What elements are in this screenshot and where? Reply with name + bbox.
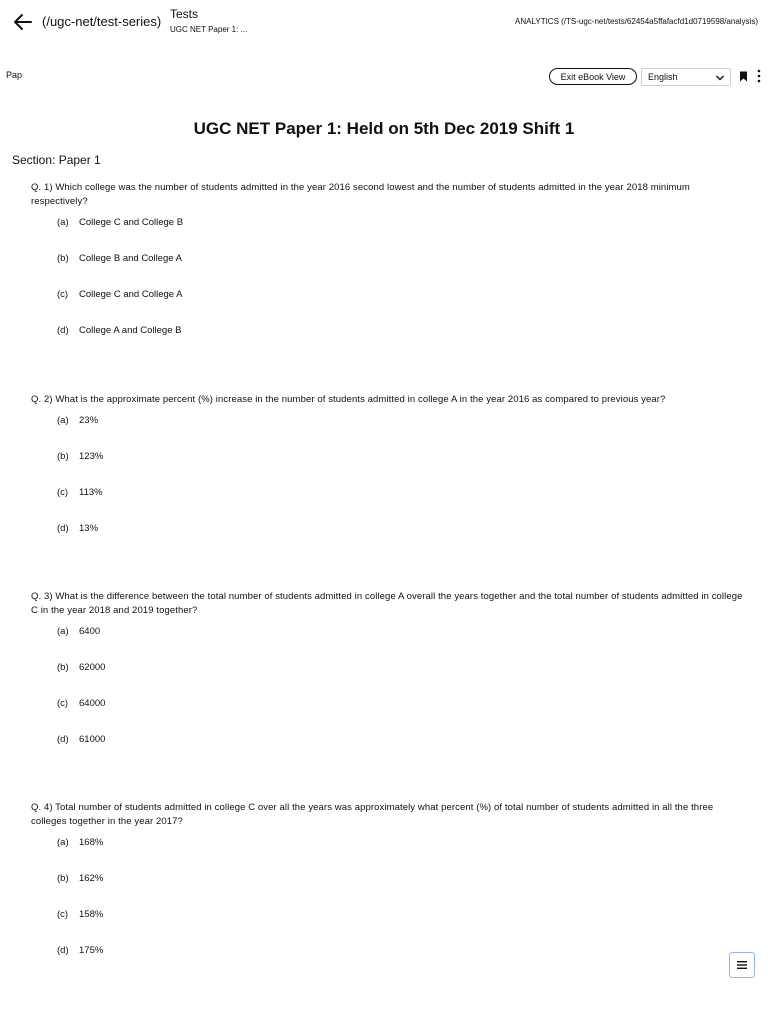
options-list xyxy=(57,415,746,559)
option-a[interactable] xyxy=(57,837,746,873)
option-letter: (b) xyxy=(57,662,69,673)
option-b[interactable] xyxy=(57,873,746,909)
option-letter: (d) xyxy=(57,734,69,745)
option-text: 62000 xyxy=(79,662,106,673)
option-b[interactable] xyxy=(57,451,746,487)
option-letter: (d) xyxy=(57,325,69,336)
question-text: Q. 4) Total number of students admitted in college C over all the years was approximately what percent (%) of total number of students admitted in all the three colleges together in the year 2017? xyxy=(31,802,714,827)
header-subtitle: UGC NET Paper 1: ... xyxy=(170,25,248,34)
top-header xyxy=(0,0,768,44)
menu-icon xyxy=(737,961,747,969)
question-2 xyxy=(31,393,746,559)
chevron-down-icon xyxy=(715,73,725,83)
option-letter: (d) xyxy=(57,523,69,534)
options-list xyxy=(57,837,746,981)
option-letter: (b) xyxy=(57,873,69,884)
option-c[interactable] xyxy=(57,289,746,325)
analytics-link[interactable]: ANALYTICS (/TS-ugc-net/tests/62454a5ffafacfd1d0719598/analysis) xyxy=(515,17,758,26)
option-text: 175% xyxy=(79,945,104,956)
question-menu-button[interactable] xyxy=(729,952,755,978)
language-select[interactable] xyxy=(641,68,731,86)
bookmark-icon[interactable] xyxy=(739,71,748,82)
more-vertical-icon[interactable] xyxy=(756,69,762,83)
header-title: Tests xyxy=(170,7,199,21)
option-letter: (b) xyxy=(57,451,69,462)
option-c[interactable] xyxy=(57,698,746,734)
option-b[interactable] xyxy=(57,253,746,289)
question-4 xyxy=(31,801,746,981)
option-letter: (a) xyxy=(57,626,69,637)
back-link[interactable]: (/ugc-net/test-series) xyxy=(42,14,162,29)
question-text: Q. 2) What is the approximate percent (%) increase in the number of students admitted in college A in the year 2016 as compared to previous year? xyxy=(31,394,666,405)
option-letter: (a) xyxy=(57,415,69,426)
option-d[interactable] xyxy=(57,734,746,770)
option-d[interactable] xyxy=(57,945,746,981)
option-text: College C and College B xyxy=(79,217,184,228)
option-text: 13% xyxy=(79,523,99,534)
option-d[interactable] xyxy=(57,523,746,559)
arrow-left-icon[interactable] xyxy=(12,11,34,33)
option-b[interactable] xyxy=(57,662,746,698)
option-text: College B and College A xyxy=(79,253,182,264)
option-d[interactable] xyxy=(57,325,746,361)
section-label: Section: Paper 1 xyxy=(12,153,101,167)
option-text: 6400 xyxy=(79,626,101,637)
question-text: Q. 1) Which college was the number of students admitted in the year 2016 second lowest and the number of students admitted in the year 2018 minimum respectively? xyxy=(31,182,690,207)
option-text: College A and College B xyxy=(79,325,182,336)
option-letter: (a) xyxy=(57,837,69,848)
question-text: Q. 3) What is the difference between the total number of students admitted in college A overall the years together and the total number of students admitted in college C in the year 2018 and 2019 together? xyxy=(31,591,743,616)
options-list xyxy=(57,217,746,361)
option-text: 168% xyxy=(79,837,104,848)
option-a[interactable] xyxy=(57,217,746,253)
option-letter: (d) xyxy=(57,945,69,956)
option-text: College C and College A xyxy=(79,289,183,300)
option-text: 162% xyxy=(79,873,104,884)
language-selected-value: English xyxy=(648,72,678,82)
option-letter: (c) xyxy=(57,487,69,498)
option-letter: (c) xyxy=(57,909,69,920)
question-1 xyxy=(31,181,746,361)
option-letter: (c) xyxy=(57,698,69,709)
paper-title: UGC NET Paper 1: Held on 5th Dec 2019 Shift 1 xyxy=(193,119,575,138)
option-c[interactable] xyxy=(57,909,746,945)
question-3 xyxy=(31,590,746,770)
ebook-toolbar xyxy=(0,64,768,90)
option-letter: (a) xyxy=(57,217,69,228)
option-text: 61000 xyxy=(79,734,106,745)
option-letter: (b) xyxy=(57,253,69,264)
exit-ebook-view-button[interactable]: Exit eBook View xyxy=(549,68,637,85)
options-list xyxy=(57,626,746,770)
option-text: 64000 xyxy=(79,698,106,709)
option-a[interactable] xyxy=(57,626,746,662)
option-c[interactable] xyxy=(57,487,746,523)
option-letter: (c) xyxy=(57,289,69,300)
option-a[interactable] xyxy=(57,415,746,451)
paper-tab-label[interactable]: Pap xyxy=(6,70,23,80)
option-text: 123% xyxy=(79,451,104,462)
option-text: 23% xyxy=(79,415,99,426)
option-text: 158% xyxy=(79,909,104,920)
option-text: 113% xyxy=(79,487,103,498)
